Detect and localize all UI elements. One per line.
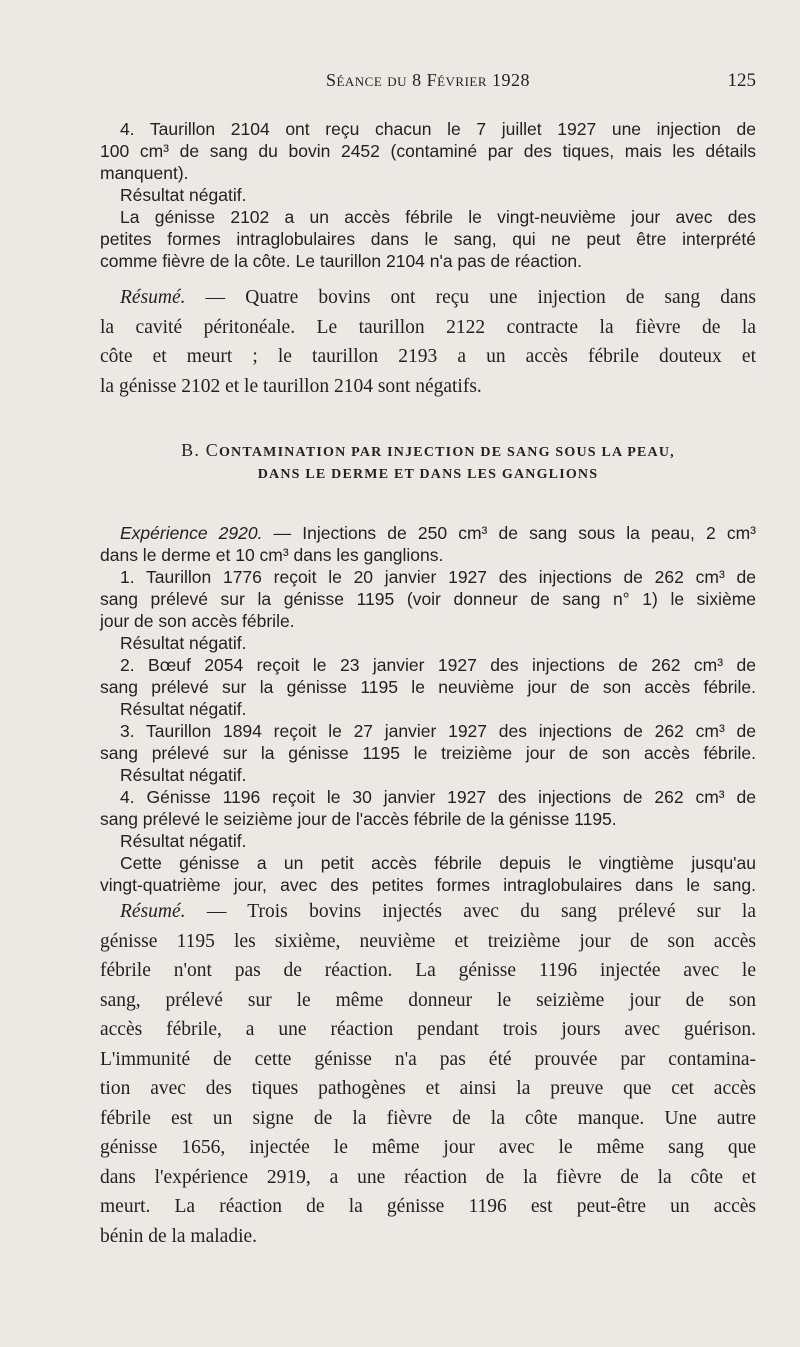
running-header	[100, 70, 756, 98]
section-heading-line-2: DANS LE DERME ET DANS LES GANGLIONS	[257, 467, 599, 482]
resume-paragraph-2	[100, 897, 756, 1251]
text-line: génisse 1195 les sixième, neuvième et treizième jour de son accès	[100, 930, 756, 952]
text-line: dans l'expérience 2919, a une réaction de la fièvre de la côte et	[100, 1166, 756, 1188]
text-line: bénin de la maladie.	[100, 1225, 258, 1247]
text-line: Résultat négatif.	[120, 699, 247, 719]
text-line: côte et meurt ; le taurillon 2193 a un accès fébrile douteux et	[100, 346, 756, 367]
text-line: sang prélevé sur la génisse 1195 le treizième jour de son accès fébrile.	[100, 743, 756, 763]
text-line: Résultat négatif.	[120, 633, 247, 653]
text-line: Résultat négatif.	[120, 185, 247, 205]
text-line: fébrile n'ont pas de réaction. La génisse 1196 injectée avec le	[100, 960, 756, 981]
header-title: Séance du 8 Février 1928	[325, 70, 531, 90]
experience-label: Expérience 2920.	[120, 523, 263, 543]
text-line: comme fièvre de la côte. Le taurillon 2104 n'a pas de réaction.	[100, 251, 582, 271]
resume-first-line: — Trois bovins injectés avec du sang prélevé sur la	[185, 901, 756, 922]
text-line: fébrile est un signe de la fièvre de la côte manque. Une autre	[100, 1107, 756, 1129]
text-line: accès fébrile, a une réaction pendant trois jours avec guérison.	[100, 1019, 756, 1040]
section-heading	[100, 440, 756, 483]
text-line: vingt-quatrième jour, avec des petites formes intraglobulaires dans le sang.	[100, 875, 756, 895]
text-line: La génisse 2102 a un accès fébrile le vingt-neuvième jour avec des	[120, 207, 756, 227]
text-line: sang prélevé le seizième jour de l'accès fébrile de la génisse 1195.	[100, 809, 617, 829]
text-line: dans le derme et 10 cm³ dans les ganglions.	[100, 545, 444, 565]
text-line: 4. Taurillon 2104 ont reçu chacun le 7 juillet 1927 une injection de	[120, 119, 756, 139]
experience-2920	[100, 522, 756, 896]
text-line: Cette génisse a un petit accès fébrile depuis le vingtième jusqu'au	[120, 853, 756, 873]
resume-label: Résumé.	[120, 287, 186, 308]
text-line: jour de son accès fébrile.	[100, 611, 295, 631]
text-line: Résultat négatif.	[120, 765, 247, 785]
text-line: 2. Bœuf 2054 reçoit le 23 janvier 1927 des injections de 262 cm³ de	[120, 655, 756, 675]
paragraph-taurillon-2104	[100, 118, 756, 272]
text-line	[100, 897, 756, 927]
section-heading-line-1: B. CONTAMINATION PAR INJECTION DE SANG SOUS LA PEAU,	[181, 440, 675, 460]
text-line: Expérience 2920. — Injections de 250 cm³ de sang sous la peau, 2 cm³	[120, 523, 756, 543]
text-line: meurt. La réaction de la génisse 1196 est peut-être un accès	[100, 1196, 756, 1217]
text-line: petites formes intraglobulaires dans le sang, qui ne peut être interprété	[100, 229, 756, 249]
text-line: L'immunité de cette génisse n'a pas été prouvée par contamina-	[100, 1048, 756, 1070]
text-line: Résultat négatif.	[120, 831, 247, 851]
text-line: 4. Génisse 1196 reçoit le 30 janvier 1927 des injections de 262 cm³ de	[120, 787, 756, 807]
text-line: sang prélevé sur la génisse 1195 (voir donneur de sang n° 1) le sixième	[100, 589, 756, 609]
text-line: 100 cm³ de sang du bovin 2452 (contaminé par des tiques, mais les détails	[100, 141, 756, 161]
text-line	[100, 283, 756, 313]
text-line: tion avec des tiques pathogènes et ainsi la preuve que cet accès	[100, 1078, 756, 1099]
resume-label: Résumé.	[120, 901, 186, 922]
page-number: 125	[727, 70, 756, 91]
resume-paragraph-1	[100, 283, 756, 401]
text-line: génisse 1656, injectée le même jour avec le même sang que	[100, 1137, 756, 1158]
resume-first-line: — Quatre bovins ont reçu une injection de sang dans	[185, 287, 756, 308]
text-line: 1. Taurillon 1776 reçoit le 20 janvier 1927 des injections de 262 cm³ de	[120, 567, 756, 587]
text-line: manquent).	[100, 163, 189, 183]
text-line: la cavité péritonéale. Le taurillon 2122 contracte la fièvre de la	[100, 316, 756, 338]
text-line: 3. Taurillon 1894 reçoit le 27 janvier 1927 des injections de 262 cm³ de	[120, 721, 756, 741]
text-line: la génisse 2102 et le taurillon 2104 sont négatifs.	[100, 375, 482, 397]
text-line: sang prélevé sur la génisse 1195 le neuvième jour de son accès fébrile.	[100, 677, 756, 697]
text-line: sang, prélevé sur le même donneur le seizième jour de son	[100, 989, 756, 1011]
